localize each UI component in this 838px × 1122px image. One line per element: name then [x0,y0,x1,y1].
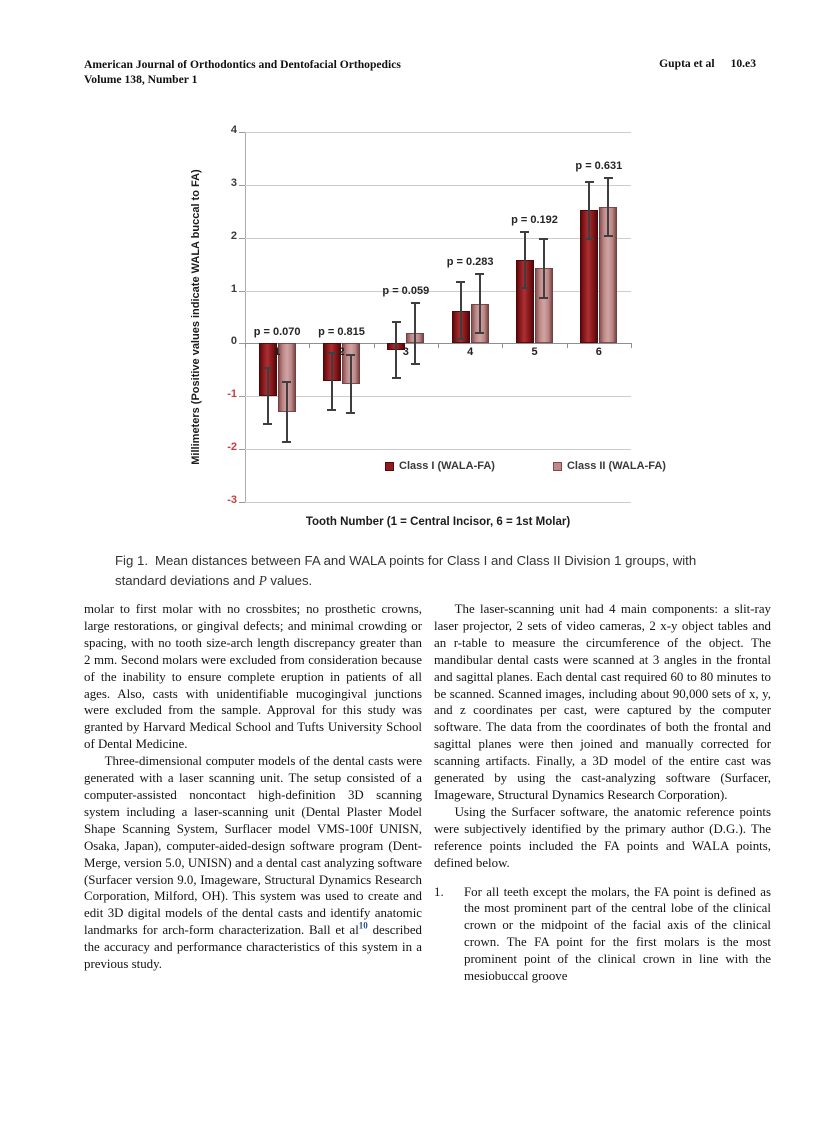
error-bar-class-i-tooth-2 [331,352,333,411]
gridline--1 [245,396,631,397]
x-tick-label-3: 3 [402,346,409,359]
gridline-2 [245,238,631,239]
paragraph-laser-unit: The laser-scanning unit had 4 main components: a slit-ray laser projector, 2 sets of video cameras, 2 x-y object tables and an r-table to measure the circumference of the object. The mandibular dental casts were scanned at 3 angles in the frontal and sagittal planes. Each dental cast required 60 to 80 minutes to be scanned. Scanned images, including about 90,000 sets of x, y, and z coordinates per cast, were captured by the computer software. The data from the coordinates of both the frontal and sagittal planes were then joined and manually corrected for scanning artifacts. Finally, a 3D model of the entire cast was generated by using the cast-analyzing software (Surfacer, Imageware, Structural Dynamics Research Corporation). [434,602,771,802]
p-value-label-tooth-5: p = 0.192 [511,213,558,226]
error-bar-class-i-tooth-1 [267,367,269,425]
error-cap-low-class-i-tooth-3 [392,377,401,379]
class-i-swatch-icon [385,462,394,471]
page-number: 10.e3 [730,57,756,70]
error-bar-class-i-tooth-6 [588,181,590,240]
y-tick-label-1: 1 [230,282,237,295]
running-head-right [659,57,756,70]
y-axis-title: Millimeters (Positive values indicate WALA buccal to FA) [190,169,202,465]
list-item-1-marker: 1. [434,884,444,899]
category-boundary-tick-6 [631,343,632,348]
y-tick--2 [239,449,245,450]
p-value-label-tooth-6: p = 0.631 [575,159,623,172]
figure-caption-p: P [258,572,267,588]
x-tick-label-2: 2 [338,346,345,359]
journal-issue: Volume 138, Number 1 [84,73,198,86]
y-tick-3 [239,185,245,186]
paragraph-methods-exclusions: molar to first molar with no crossbites; no prosthetic crowns, large restorations, or gingival defects; and minimal crowding or spacing, with no tooth size-arch length discrepancy greater than 2 mm. Second molars were excluded from consideration because of the inability to ensure complete eruption in patients of all ages. Also, casts with unidentifiable mucogingival junctions were excluded from the sample. Approval for this study was granted by Harvard Medical School and Tufts University School of Dental Medicine. [84,602,422,752]
error-cap-low-class-ii-tooth-4 [475,332,484,334]
gridline-3 [245,185,631,186]
x-tick-label-4: 4 [467,346,474,359]
category-boundary-tick-4 [502,343,503,348]
y-tick-label-3: 3 [230,176,237,189]
error-cap-low-class-i-tooth-6 [585,238,594,240]
y-tick-4 [239,132,245,133]
error-cap-low-class-ii-tooth-2 [346,412,355,414]
x-tick-label-6: 6 [595,346,602,359]
class-ii-swatch-icon [553,462,562,471]
error-cap-high-class-ii-tooth-6 [604,177,613,179]
category-boundary-tick-1 [309,343,310,348]
gridline-4 [245,132,631,133]
error-bar-class-ii-tooth-5 [543,238,545,299]
gridline--3 [245,502,631,503]
paragraph-surfacer: Using the Surfacer software, the anatomic reference points were subjectively identified by the primary author (D.G.). The reference points included the FA points and WALA points, defined below. [434,804,771,870]
running-authors: Gupta et al [659,57,715,70]
error-cap-high-class-i-tooth-4 [456,281,465,283]
y-tick-label--2: -2 [227,441,237,454]
category-boundary-tick-5 [567,343,568,348]
plot-area [245,132,666,502]
y-tick-label-0: 0 [230,335,237,348]
error-bar-class-ii-tooth-4 [479,273,481,334]
y-axis-line [245,132,246,502]
error-cap-high-class-i-tooth-1 [263,367,272,369]
category-boundary-tick-2 [374,343,375,348]
x-tick-label-5: 5 [531,346,538,359]
error-cap-low-class-i-tooth-4 [456,338,465,340]
right-column [434,601,771,985]
error-bar-class-ii-tooth-6 [607,177,609,237]
error-cap-low-class-i-tooth-1 [263,423,272,425]
figure-1-chart [185,118,705,548]
p-value-label-tooth-3: p = 0.059 [382,285,430,298]
y-tick-label-2: 2 [230,229,237,242]
p-value-label-tooth-4: p = 0.283 [446,256,494,269]
y-tick--1 [239,396,245,397]
legend-label-class-ii: Class II (WALA-FA) [566,460,666,472]
category-boundary-tick-0 [245,343,246,348]
error-cap-low-class-i-tooth-5 [520,287,529,289]
figure-caption-end: values. [266,572,313,588]
error-cap-high-class-ii-tooth-5 [539,238,548,240]
figure-caption-label: Fig 1. [115,553,148,568]
x-tick-label-1: 1 [274,346,281,359]
p-value-label-tooth-1: p = 0.070 [253,326,301,339]
error-cap-high-class-ii-tooth-1 [282,381,291,383]
list-item-1 [434,884,771,985]
error-cap-low-class-ii-tooth-5 [539,297,548,299]
paragraph-text: described the accuracy and performance characteristics of this system in a previous study. [84,923,422,972]
chart-legend [385,460,666,472]
y-tick-label-4: 4 [230,124,237,136]
error-cap-high-class-i-tooth-5 [520,231,529,233]
y-tick--3 [239,502,245,503]
legend-item-class-i [385,460,495,472]
p-value-label-tooth-2: p = 0.815 [318,326,365,339]
y-tick-label--1: -1 [227,388,237,401]
legend-item-class-ii [553,460,666,472]
category-boundary-tick-3 [438,343,439,348]
error-bar-class-i-tooth-4 [460,281,462,340]
error-cap-high-class-i-tooth-6 [585,181,594,183]
y-tick-1 [239,291,245,292]
y-tick-label--3: -3 [227,494,237,506]
running-head [84,57,401,87]
y-tick-2 [239,238,245,239]
error-cap-high-class-ii-tooth-3 [411,302,420,304]
error-bar-class-ii-tooth-1 [286,381,288,442]
figure-caption-text: Mean distances between FA and WALA points for Class I and Class II Division 1 groups, with standard deviations and [115,553,697,588]
error-cap-low-class-ii-tooth-3 [411,363,420,365]
left-column [84,601,422,973]
citation-10-link[interactable]: 10 [358,920,368,931]
gridline--2 [245,449,631,450]
legend-label-class-i: Class I (WALA-FA) [399,460,495,472]
list-item-1-text: For all teeth except the molars, the FA point is defined as the most prominent part of the central lobe of the clinical crown or the midpoint of the facial axis of the clinical crown. The FA point for the first molars is the most prominent point of the clinical crown in line with the mesiobuccal groove [464,884,771,984]
error-cap-low-class-i-tooth-2 [327,409,336,411]
error-cap-low-class-ii-tooth-1 [282,441,291,443]
paragraph-text: Three-dimensional computer models of the dental casts were generated with a laser scanning unit. The setup consisted of a computer-assisted noncontact high-definition 3D scanning system including a laser-scanning unit (Dental Plaster Model Shape Scanning System, Surflacer model VMS-100f UNISN, Osaka, Japan), computer-aided-design software program (Dent-Merge, version 5.0, UNISN) and a dental cast analyzing software (Surfacer version 9.0, Imageware, Structural Dynamics Research Corporation, Milford, OH). This system was used to create and edit 3D digital models of the dental casts and identify anatomic landmarks for arch-form characterization. Ball et al [84,754,422,938]
figure-caption [115,551,727,590]
error-cap-high-class-ii-tooth-4 [475,273,484,275]
x-axis-title: Tooth Number (1 = Central Incisor, 6 = 1st Molar) [305,516,571,528]
error-bar-class-ii-tooth-2 [350,354,352,414]
paragraph-scanning-setup [84,753,422,973]
error-cap-low-class-ii-tooth-6 [604,235,613,237]
journal-title: American Journal of Orthodontics and Dentofacial Orthopedics [84,58,401,71]
error-bar-class-i-tooth-5 [524,231,526,289]
error-cap-high-class-i-tooth-3 [392,321,401,323]
